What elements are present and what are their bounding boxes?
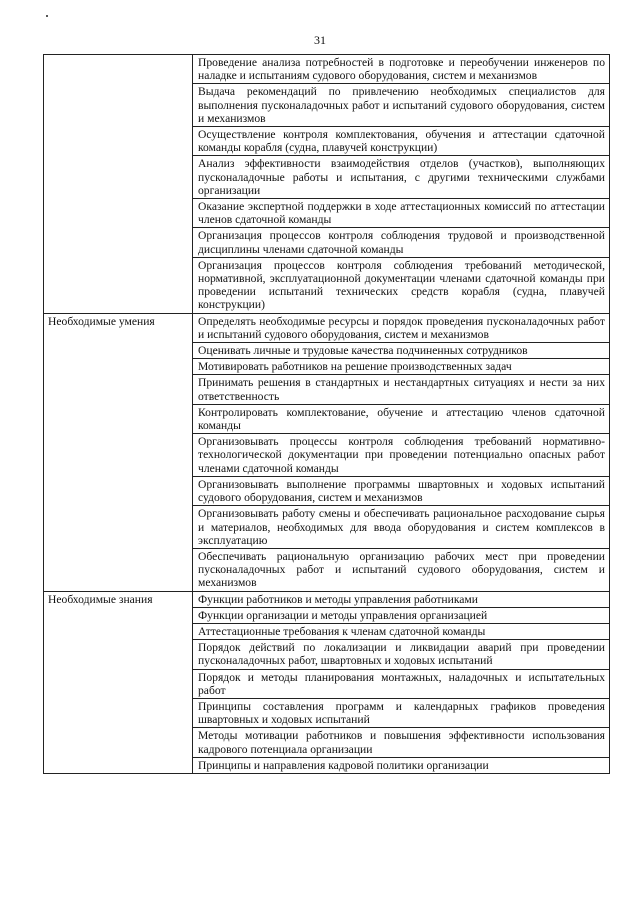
requirement-cell: Анализ эффективности взаимодействия отделов (участков), выполняющих пусконаладочные работы и испытания, с другими техническими службами организации	[193, 156, 610, 199]
requirement-cell: Организовывать работу смены и обеспечивать рациональное расходование сырья и материалов, необходимых для ввода оборудования и систем комплексов в эксплуатацию	[193, 506, 610, 549]
requirement-cell: Функции организации и методы управления организацией	[193, 607, 610, 623]
requirement-cell: Обеспечивать рациональную организацию рабочих мест при проведении пусконаладочных работ и испытаний судового оборудования, систем и механизмов	[193, 548, 610, 591]
section-label-cell: Необходимые умения	[44, 313, 193, 591]
scan-artifact-dot	[46, 15, 48, 17]
requirement-cell: Контролировать комплектование, обучение и аттестацию членов сдаточной команды	[193, 404, 610, 433]
requirement-cell: Принимать решения в стандартных и нестандартных ситуациях и нести за них ответственность	[193, 375, 610, 404]
requirement-cell: Осуществление контроля комплектования, обучения и аттестации сдаточной команды корабля (судна, плавучей конструкции)	[193, 127, 610, 156]
section-label-cell: Необходимые знания	[44, 591, 193, 773]
requirement-cell: Выдача рекомендаций по привлечению необходимых специалистов для выполнения пусконаладочных работ и испытаний судового оборудования, систем и механизмов	[193, 84, 610, 127]
requirement-cell: Проведение анализа потребностей в подготовке и переобучении инженеров по наладке и испытаниям судового оборудования, систем и механизмов	[193, 55, 610, 84]
table-row	[44, 591, 610, 607]
section-label-cell	[44, 55, 193, 314]
requirement-cell: Организация процессов контроля соблюдения трудовой и производственной дисциплины членами сдаточной команды	[193, 228, 610, 257]
competency-table	[43, 54, 610, 774]
table-row	[44, 313, 610, 342]
requirement-cell: Оказание экспертной поддержки в ходе аттестационных комиссий по аттестации членов сдаточной команды	[193, 199, 610, 228]
requirement-cell: Организовывать процессы контроля соблюдения требований нормативно-технологической документации при проведении потенциально опасных работ членами сдаточной команды	[193, 434, 610, 477]
requirement-cell: Функции работников и методы управления работниками	[193, 591, 610, 607]
page-number: 31	[314, 33, 326, 47]
requirement-cell: Организовывать выполнение программы швартовных и ходовых испытаний судового оборудования, систем и механизмов	[193, 476, 610, 505]
requirement-cell: Определять необходимые ресурсы и порядок проведения пусконаладочных работ и испытаний судового оборудования, систем и механизмов	[193, 313, 610, 342]
requirement-cell: Организация процессов контроля соблюдения требований методической, нормативной, эксплуатационной документации членами сдаточной команды при проведении испытаний технических средств корабля (судна, плавучей конструкции)	[193, 257, 610, 313]
requirement-cell: Принципы и направления кадровой политики организации	[193, 757, 610, 773]
requirement-cell: Мотивировать работников на решение производственных задач	[193, 359, 610, 375]
table-row	[44, 55, 610, 84]
competency-table-body	[44, 55, 610, 774]
requirement-cell: Порядок действий по локализации и ликвидации аварий при проведении пусконаладочных работ, швартовных и ходовых испытаний	[193, 640, 610, 669]
requirement-cell: Принципы составления программ и календарных графиков проведения швартовных и ходовых испытаний	[193, 698, 610, 727]
requirement-cell: Методы мотивации работников и повышения эффективности использования кадрового потенциала организации	[193, 728, 610, 757]
requirement-cell: Порядок и методы планирования монтажных, наладочных и испытательных работ	[193, 669, 610, 698]
requirement-cell: Оценивать личные и трудовые качества подчиненных сотрудников	[193, 343, 610, 359]
requirement-cell: Аттестационные требования к членам сдаточной команды	[193, 623, 610, 639]
